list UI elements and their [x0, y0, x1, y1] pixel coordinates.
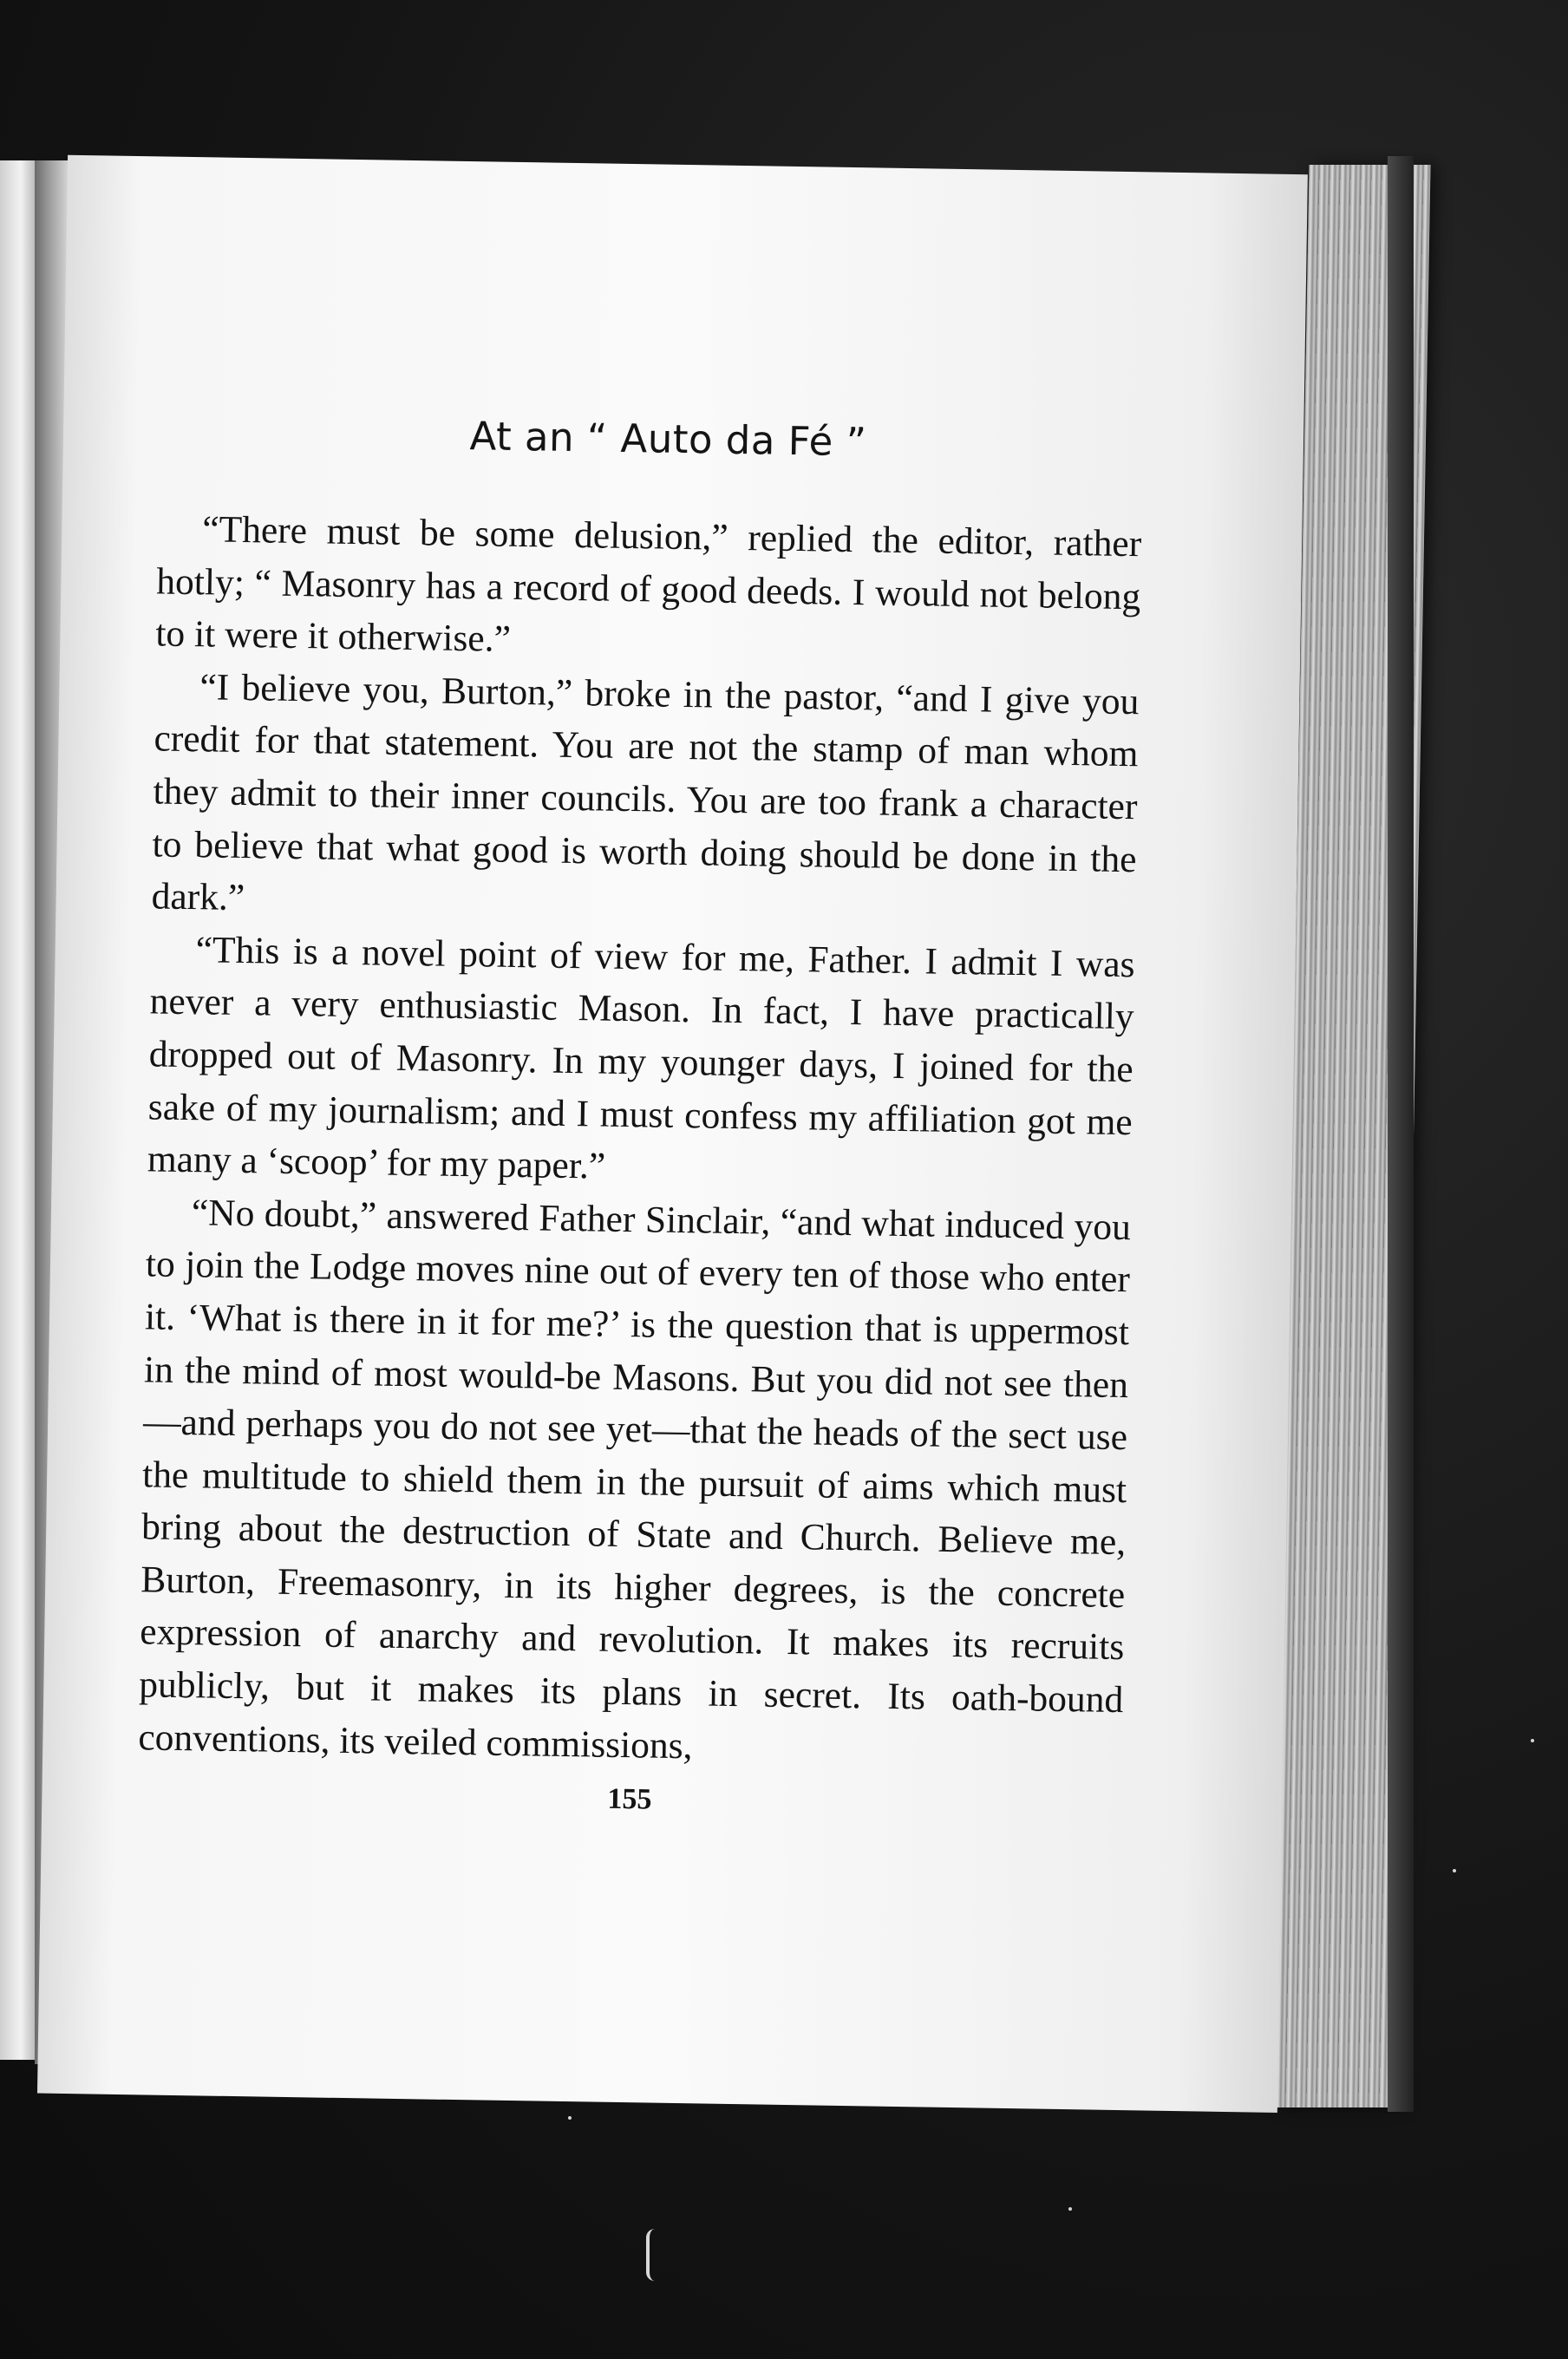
paragraph-2: “I believe you, Burton,” broke in the pastor, “and I give you credit for that statement. You are not the stamp of man whom they admit to their inner councils. You are too frank a character to believe that what good is worth doing should be done in the dark.” — [151, 666, 1140, 919]
dust-speck — [1453, 1869, 1456, 1872]
book-page — [37, 155, 1308, 2113]
film-scratch — [646, 2229, 655, 2281]
paragraph-4: “No doubt,” answered Father Sinclair, “and what induced you to join the Lodge moves nine out of every ten of those who enter it. ‘What is there in it for me?’ is the question that is uppermost in the mind of most would-be Masons. But you did not see then—and perhaps you do not see yet—that the heads of the sect use the multitude to shield them in the pursuit of aims which must bring about the destruction of State and Church. Believe me, Burton, Freemasonry, in its higher degrees, is the concrete expression of anarchy and revolution. It makes its recruits publicly, but it makes its plans in secret. Its oath-bound conventions, its veiled commissions, — [138, 1191, 1132, 1767]
dust-speck — [1068, 2207, 1072, 2211]
running-head: At an “ Auto da Fé ” — [469, 413, 867, 466]
dust-speck — [1531, 1739, 1534, 1742]
book-cover-edge — [1388, 156, 1414, 2112]
page-text-block — [137, 408, 1143, 1824]
page-number: 155 — [607, 1783, 652, 1816]
paragraph-3: “This is a novel point of view for me, Father. I admit I was never a very enthusiastic Mason. In fact, I have practically dropped out of Masonry. In my younger days, I joined for the sake of my journalism; and I must confess my affiliation got me many a ‘scoop’ for my paper.” — [147, 928, 1135, 1187]
dust-speck — [568, 2116, 572, 2120]
paragraph-1: “There must be some delusion,” replied the editor, rather hotly; “ Masonry has a record of good deeds. I would not belong to it were it otherwise.” — [155, 508, 1142, 661]
facing-page-edge — [0, 160, 35, 2060]
